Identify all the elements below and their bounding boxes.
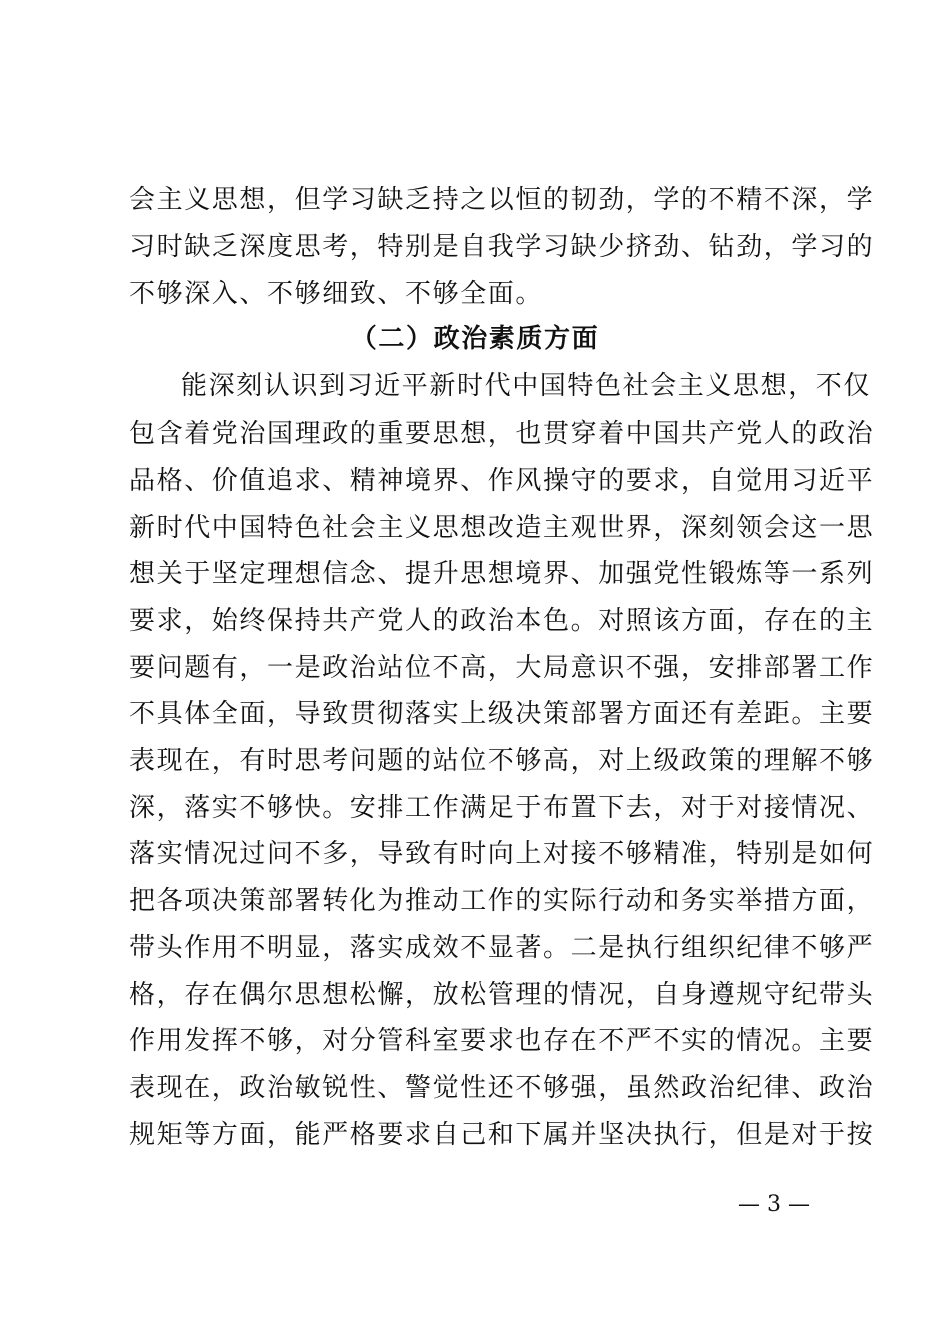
text-line: 落实情况过问不多，导致有时向上对接不够精准，特别是如何 [129,839,875,869]
text-line: 带头作用不明显，落实成效不显著。二是执行组织纪律不够严 [129,933,875,963]
text-line: 表现在，政治敏锐性、警觉性还不够强，虽然政治纪律、政治 [129,1073,875,1103]
paragraph-first-line: 能深刻认识到习近平新时代中国特色社会主义思想，不仅 [181,371,872,401]
text-line: 包含着党治国理政的重要思想，也贯穿着中国共产党人的政治 [129,419,875,449]
text-line: 格，存在偶尔思想松懈，放松管理的情况，自身遵规守纪带头 [129,980,875,1010]
text-line: 想关于坚定理想信念、提升思想境界、加强党性锻炼等一系列 [129,559,875,589]
text-line: 表现在，有时思考问题的站位不够高，对上级政策的理解不够 [129,746,875,776]
text-line: 不具体全面，导致贯彻落实上级决策部署方面还有差距。主要 [129,699,875,729]
text-line: 品格、价值追求、精神境界、作风操守的要求，自觉用习近平 [129,466,875,496]
text-line: 习时缺乏深度思考，特别是自我学习缺少挤劲、钻劲，学习的 [129,232,875,262]
text-line: 会主义思想，但学习缺乏持之以恒的韧劲，学的不精不深，学 [129,185,875,215]
text-line: 把各项决策部署转化为推动工作的实际行动和务实举措方面， [129,886,875,916]
text-line: 不够深入、不够细致、不够全面。 [129,279,544,309]
text-line: 作用发挥不够，对分管科室要求也存在不严不实的情况。主要 [129,1026,875,1056]
section-heading: （二）政治素质方面 [350,324,600,354]
text-line: 要求，始终保持共产党人的政治本色。对照该方面，存在的主 [129,606,875,636]
text-line: 深，落实不够快。安排工作满足于布置下去，对于对接情况、 [129,793,875,823]
page-number: — 3 — [738,1192,810,1217]
text-line: 要问题有，一是政治站位不高，大局意识不强，安排部署工作 [129,653,875,683]
text-line: 规矩等方面，能严格要求自己和下属并坚决执行，但是对于按 [129,1120,875,1150]
text-line: 新时代中国特色社会主义思想改造主观世界，深刻领会这一思 [129,513,875,543]
